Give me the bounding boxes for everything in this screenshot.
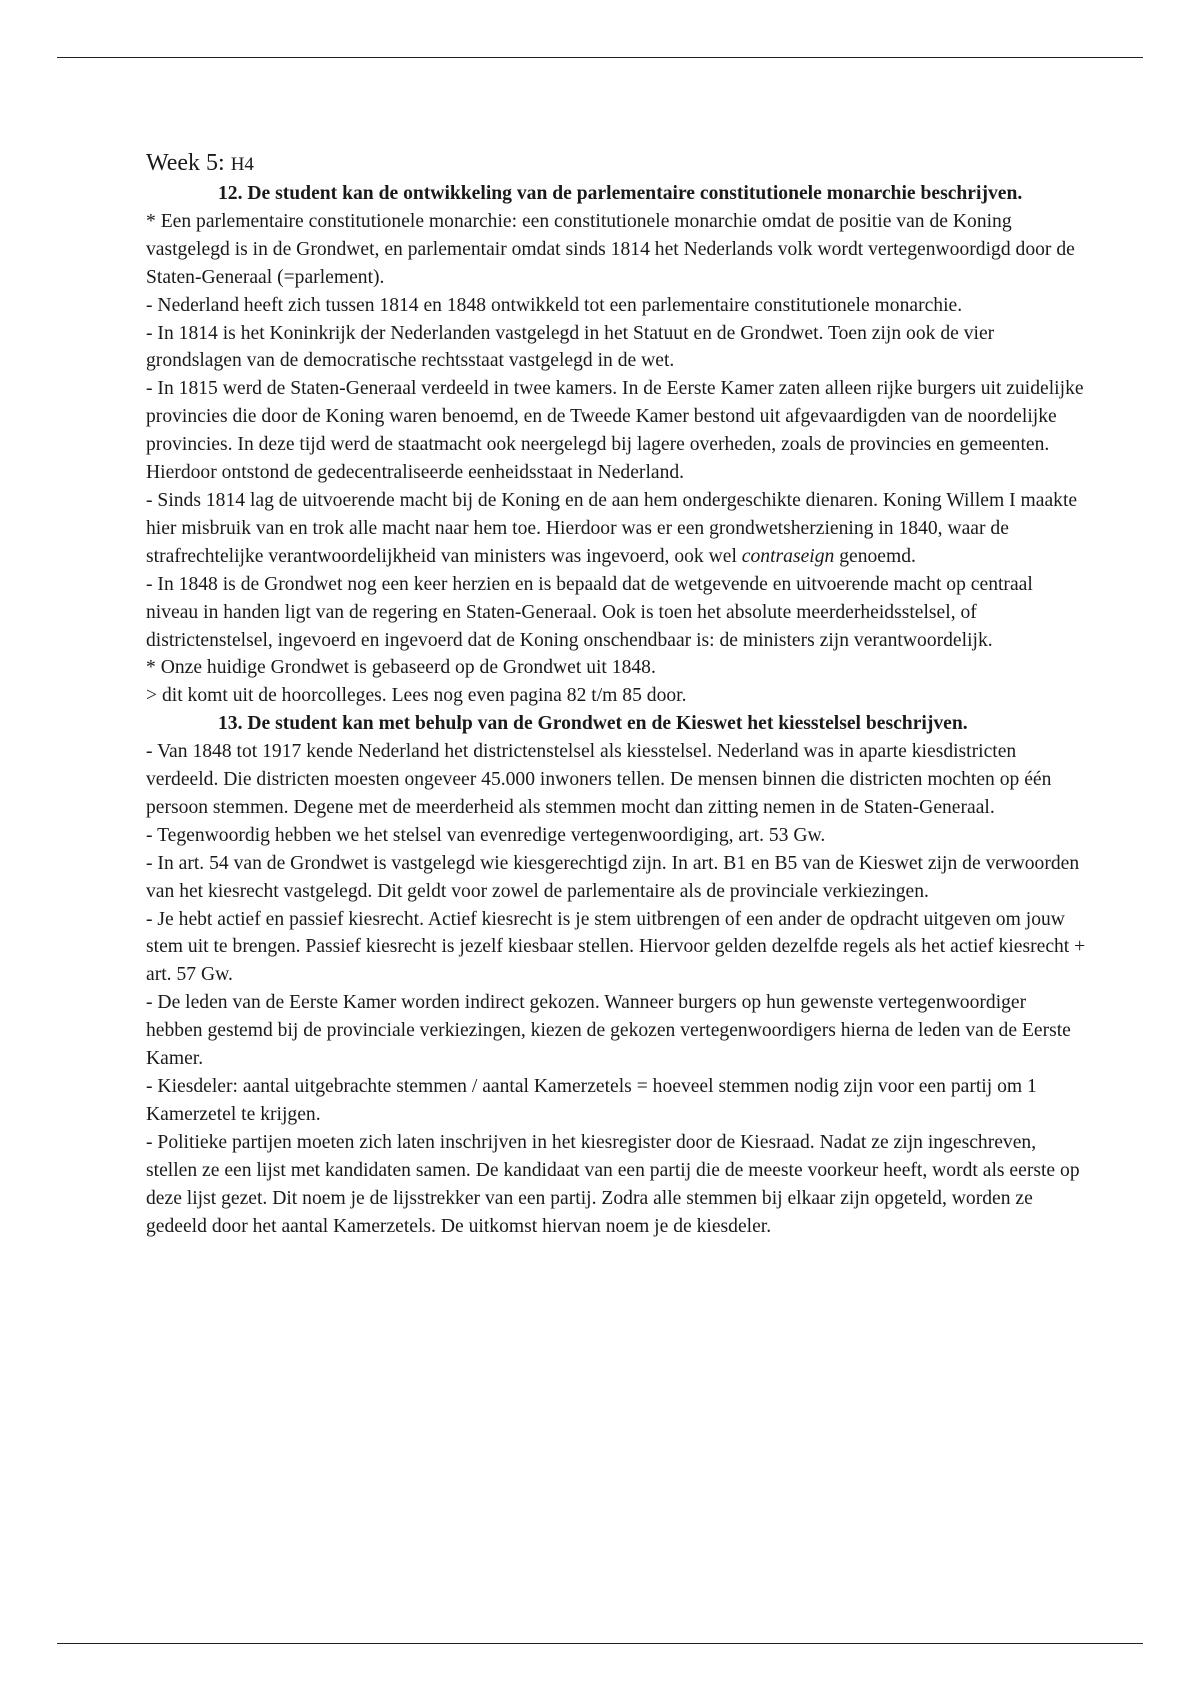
section-13-paragraph: - Je hebt actief en passief kiesrecht. Actief kiesrecht is je stem uitbrengen of een ander de opdracht uitgeven om jouw stem uit te brengen. Passief kiesrecht is jezelf kiesbaar stellen. Hiervoor gelden dezelfde regels als het actief kiesrecht + art. 57 Gw. [146,908,1086,986]
paragraph-text: - Sinds 1814 lag de uitvoerende macht bij de Koning en de aan hem ondergeschikte dienaren. Koning Willem I maakte hier misbruik van en trok alle macht naar hem toe. Hierdoor was er een grondwetsherziening in 1840, waar de strafrechtelijke verantwoordelijkheid van ministers was ingevoerd, ook wel [146,489,1078,567]
section-12-paragraph: - In 1815 werd de Staten-Generaal verdeeld in twee kamers. In de Eerste Kamer zaten alleen rijke burgers uit zuidelijke provincies die door de Koning waren benoemd, en de Tweede Kamer bestond uit afgevaardigden van de noordelijke provincies. In deze tijd werd de staatmacht ook neergelegd bij lagere overheden, zoals de provincies en gemeenten. Hierdoor ontstond de gedecentraliseerde eenheidsstaat in Nederland. [146,378,1084,484]
document-body [146,148,1086,1240]
bottom-rule [57,1643,1143,1644]
section-12-paragraph: > dit komt uit de hoorcolleges. Lees nog even pagina 82 t/m 85 door. [146,685,687,707]
section-12-paragraph: - In 1814 is het Koninkrijk der Nederlanden vastgelegd in het Statuut en de Grondwet. Toen zijn ook de vier grondslagen van de democratische rechtsstaat vastgelegd in de wet. [146,322,995,372]
section-13-paragraph: - Politieke partijen moeten zich laten inschrijven in het kiesregister door de Kiesraad. Nadat ze zijn ingeschreven, stellen ze een lijst met kandidaten samen. De kandidaat van een partij die de meeste voorkeur heeft, wordt als eerste op deze lijst gezet. Dit noem je de lijsstrekker van een partij. Zodra alle stemmen bij elkaar zijn opgeteld, worden ze gedeeld door het aantal Kamerzetels. De uitkomst hiervan noem je de kiesdeler. [146,1131,1080,1237]
section-12-paragraph: * Onze huidige Grondwet is gebaseerd op de Grondwet uit 1848. [146,657,656,679]
section-12-heading: 12. De student kan de ontwikkeling van de parlementaire constitutionele monarchie beschrijven. [218,183,1023,204]
section-12-paragraph: - In 1848 is de Grondwet nog een keer herzien en is bepaald dat de wetgevende en uitvoerende macht op centraal niveau in handen ligt van de regering en Staten-Generaal. Ook is toen het absolute meerderheidsstelsel, of districtenstelsel, ingevoerd en ingevoerd dat de Koning onschendbaar is: de ministers zijn verantwoordelijk. [146,573,1033,651]
section-12-paragraph: - Nederland heeft zich tussen 1814 en 1848 ontwikkeld tot een parlementaire constitutionele monarchie. [146,294,963,316]
italic-term: contraseign [741,545,835,567]
week-title [146,148,1086,180]
week-chapter: H4 [230,154,254,175]
section-13-paragraph: - Van 1848 tot 1917 kende Nederland het districtenstelsel als kiesstelsel. Nederland was in aparte kiesdistricten verdeeld. Die districten moesten ongeveer 45.000 inwoners tellen. De mensen binnen die districten mochten op één persoon stemmen. Degene met de meerderheid als stemmen mocht dan zitting nemen in de Staten-Generaal. [146,741,1052,818]
paragraph-text: genoemd. [834,545,916,567]
section-13-paragraph: - Kiesdeler: aantal uitgebrachte stemmen / aantal Kamerzetels = hoeveel stemmen nodig zijn voor een partij om 1 Kamerzetel te krijgen. [146,1076,1037,1125]
section-13-paragraph: - De leden van de Eerste Kamer worden indirect gekozen. Wanneer burgers op hun gewenste vertegenwoordiger hebben gestemd bij de provinciale verkiezingen, kiezen de gekozen vertegenwoordigers hierna de leden van de Eerste Kamer. [146,992,1071,1070]
section-13-paragraph: - Tegenwoordig hebben we het stelsel van evenredige vertegenwoordiging, art. 53 Gw. [146,824,826,846]
week-label: Week 5: [146,150,225,176]
section-13-heading: 13. De student kan met behulp van de Grondwet en de Kieswet het kiesstelsel beschrijven. [218,713,968,735]
top-rule [57,57,1143,58]
section-13-paragraph: - In art. 54 van de Grondwet is vastgelegd wie kiesgerechtigd zijn. In art. B1 en B5 van de Kieswet zijn de verwoorden van het kiesrecht vastgelegd. Dit geldt voor zowel de parlementaire als de provinciale verkiezingen. [146,852,1080,902]
section-12-paragraph: * Een parlementaire constitutionele monarchie: een constitutionele monarchie omdat de positie van de Koning vastgelegd is in de Grondwet, en parlementair omdat sinds 1814 het Nederlands volk wordt vertegenwoordigd door de Staten-Generaal (=parlement). [146,210,1075,288]
section-12-paragraph [146,487,1086,571]
